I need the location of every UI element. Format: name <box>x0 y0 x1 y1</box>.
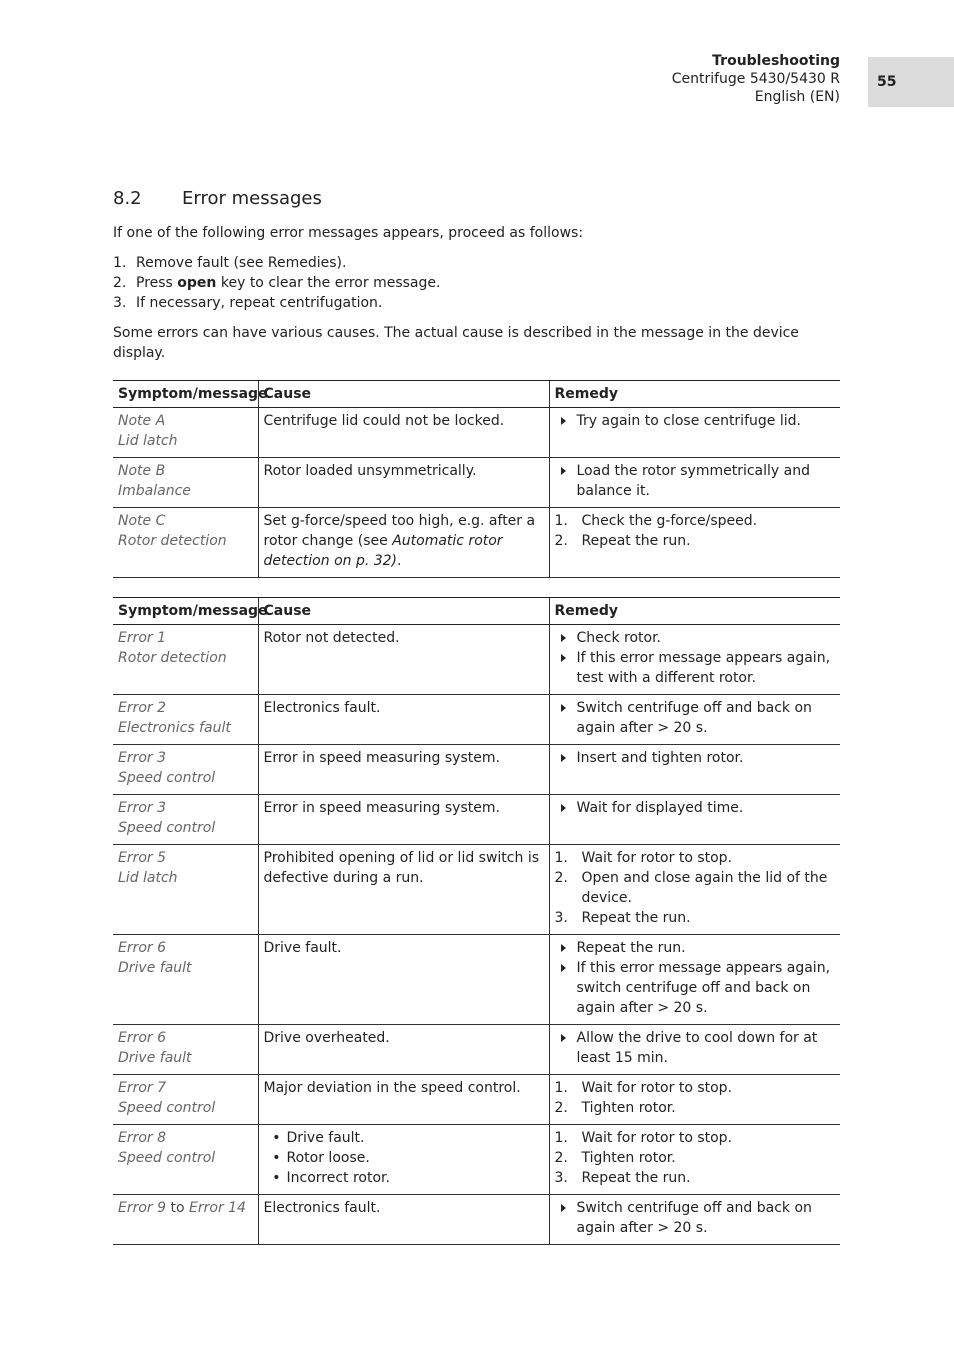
remedy-step <box>555 511 836 531</box>
table-header-row <box>113 598 840 625</box>
symptom-name: Lid latch <box>118 433 178 449</box>
symptom-name: Lid latch <box>118 870 178 886</box>
remedy-text: Tighten rotor. <box>581 1150 676 1166</box>
main-content <box>113 188 840 1264</box>
cause-bullet <box>264 1168 544 1188</box>
step-item <box>113 273 840 293</box>
symptom-cell <box>113 458 258 508</box>
cause-cell: Prohibited opening of lid or lid switch is defective during a run. <box>258 845 549 935</box>
symptom-name: Drive fault <box>118 1050 192 1066</box>
remedy-text: If this error message appears again, switch centrifuge off and back on again after > 20 s. <box>576 960 831 1016</box>
cross-reference: Automatic rotor detection on p. 32) <box>263 533 503 569</box>
remedy-cell <box>549 1075 840 1125</box>
symptom-cell <box>113 1195 258 1245</box>
remedy-text: Wait for rotor to stop. <box>581 1080 733 1096</box>
remedy-action <box>555 958 836 1018</box>
cause-bullet <box>264 1128 544 1148</box>
remedy-action <box>555 628 836 648</box>
remedy-step-number: 3. <box>554 1170 568 1186</box>
remedy-cell <box>549 625 840 695</box>
arrow-icon <box>555 958 577 1018</box>
remedy-cell <box>549 745 840 795</box>
symptom-code: Error 1 <box>118 630 167 646</box>
errors-table <box>113 597 840 1245</box>
remedy-text: Repeat the run. <box>581 1170 691 1186</box>
bullet-icon: • <box>272 1170 281 1186</box>
cause-cell: Centrifuge lid could not be locked. <box>258 408 549 458</box>
remedy-text: Switch centrifuge off and back on again after > 20 s. <box>576 1200 812 1236</box>
cause-cell: Rotor loaded unsymmetrically. <box>258 458 549 508</box>
bullet-icon: • <box>272 1150 281 1166</box>
symptom-cell <box>113 695 258 745</box>
header-symptom: Symptom/message <box>113 598 258 625</box>
symptom-name: Electronics fault <box>118 720 231 736</box>
symptom-code: Error 6 <box>118 1030 167 1046</box>
symptom-code: Error 14 <box>189 1200 246 1216</box>
remedy-step <box>555 868 836 908</box>
remedy-step-number: 1. <box>554 1080 568 1096</box>
table-row <box>113 408 840 458</box>
remedy-step <box>555 908 836 928</box>
arrow-icon <box>555 798 577 818</box>
symptom-code: Note B <box>118 463 166 479</box>
remedy-step <box>555 848 836 868</box>
intro-paragraph: If one of the following error messages appears, proceed as follows: <box>113 225 584 241</box>
cause-cell: Rotor not detected. <box>258 625 549 695</box>
table-row <box>113 1025 840 1075</box>
header-remedy: Remedy <box>549 381 840 408</box>
header-cause: Cause <box>258 598 549 625</box>
symptom-name: Speed control <box>118 1150 216 1166</box>
table-header-row <box>113 381 840 408</box>
header-section: Troubleshooting <box>712 53 840 69</box>
remedy-cell <box>549 1125 840 1195</box>
table-row <box>113 845 840 935</box>
notes-table <box>113 380 840 578</box>
step-number: 3. <box>113 295 127 311</box>
step-item <box>113 293 840 313</box>
table-row <box>113 625 840 695</box>
remedy-action <box>555 748 836 768</box>
step-text <box>136 293 382 313</box>
header-cause: Cause <box>258 381 549 408</box>
note-paragraph: Some errors can have various causes. The actual cause is described in the message in the device display. <box>113 325 799 361</box>
symptom-cell <box>113 1025 258 1075</box>
symptom-name: Speed control <box>118 1100 216 1116</box>
remedy-text: Repeat the run. <box>581 910 691 926</box>
remedy-text: If this error message appears again, test with a different rotor. <box>576 650 831 686</box>
remedy-step <box>555 1078 836 1098</box>
header-remedy: Remedy <box>549 598 840 625</box>
symptom-name: Speed control <box>118 770 216 786</box>
remedy-action <box>555 1028 836 1068</box>
cause-text: Incorrect rotor. <box>286 1170 390 1186</box>
remedy-step-number: 1. <box>554 850 568 866</box>
remedy-cell <box>549 1025 840 1075</box>
cause-cell: Major deviation in the speed control. <box>258 1075 549 1125</box>
table-row <box>113 508 840 578</box>
symptom-cell <box>113 1075 258 1125</box>
arrow-icon <box>555 461 577 501</box>
arrow-icon <box>555 411 577 431</box>
remedy-text: Allow the drive to cool down for at least 15 min. <box>576 1030 818 1066</box>
symptom-cell <box>113 625 258 695</box>
cause-text: Set g-force/speed too high, e.g. after a rotor change (see <box>263 513 536 549</box>
arrow-icon <box>555 938 577 958</box>
step-text-part: key to clear the error message. <box>216 275 441 291</box>
remedy-cell <box>549 795 840 845</box>
symptom-name: Drive fault <box>118 960 192 976</box>
page-number: 55 <box>877 74 897 90</box>
symptom-name: Imbalance <box>118 483 191 499</box>
cause-cell: Drive overheated. <box>258 1025 549 1075</box>
remedy-step <box>555 1148 836 1168</box>
symptom-name: Speed control <box>118 820 216 836</box>
remedy-text: Try again to close centrifuge lid. <box>576 413 801 429</box>
cause-cell <box>258 508 549 578</box>
header-language: English (EN) <box>754 89 840 105</box>
remedy-text: Repeat the run. <box>581 533 691 549</box>
step-text-part: Remove fault (see Remedies). <box>136 255 347 271</box>
remedy-step-number: 2. <box>554 533 568 549</box>
remedy-text: Wait for rotor to stop. <box>581 850 733 866</box>
symptom-cell <box>113 845 258 935</box>
symptom-cell <box>113 408 258 458</box>
remedy-text: Wait for rotor to stop. <box>581 1130 733 1146</box>
remedy-text: Load the rotor symmetrically and balance it. <box>576 463 810 499</box>
symptom-cell <box>113 508 258 578</box>
remedy-action <box>555 798 836 818</box>
remedy-step-number: 3. <box>554 910 568 926</box>
step-number: 1. <box>113 255 127 271</box>
arrow-icon <box>555 698 577 738</box>
cause-bullet <box>264 1148 544 1168</box>
symptom-code: Error 9 <box>118 1200 167 1216</box>
remedy-cell <box>549 695 840 745</box>
step-text <box>136 273 440 293</box>
remedy-text: Switch centrifuge off and back on again after > 20 s. <box>576 700 812 736</box>
symptom-code: Note A <box>118 413 166 429</box>
remedy-step-number: 1. <box>554 1130 568 1146</box>
section-title: Error messages <box>182 188 322 209</box>
remedy-cell <box>549 1195 840 1245</box>
arrow-icon <box>555 628 577 648</box>
remedy-action <box>555 461 836 501</box>
symptom-cell <box>113 795 258 845</box>
step-item <box>113 253 840 273</box>
section-number: 8.2 <box>113 188 142 209</box>
remedy-action <box>555 938 836 958</box>
symptom-cell <box>113 1125 258 1195</box>
remedy-action <box>555 411 836 431</box>
symptom-code: Error 3 <box>118 800 167 816</box>
remedy-text: Open and close again the lid of the device. <box>581 870 828 906</box>
table-row <box>113 1075 840 1125</box>
symptom-cell <box>113 745 258 795</box>
symptom-code: Error 5 <box>118 850 167 866</box>
symptom-code: Error 8 <box>118 1130 167 1146</box>
cause-text: Drive fault. <box>286 1130 365 1146</box>
remedy-text: Tighten rotor. <box>581 1100 676 1116</box>
cause-text: . <box>397 553 402 569</box>
remedy-cell <box>549 935 840 1025</box>
cause-cell: Electronics fault. <box>258 695 549 745</box>
arrow-icon <box>555 1028 577 1068</box>
table-row <box>113 458 840 508</box>
cause-cell: Error in speed measuring system. <box>258 745 549 795</box>
cause-cell: Electronics fault. <box>258 1195 549 1245</box>
remedy-cell <box>549 845 840 935</box>
header-symptom: Symptom/message <box>113 381 258 408</box>
remedy-text: Check rotor. <box>576 630 662 646</box>
step-text-part: Press <box>136 275 178 291</box>
cause-cell <box>258 1125 549 1195</box>
remedy-step <box>555 1168 836 1188</box>
remedy-cell <box>549 458 840 508</box>
symptom-cell <box>113 935 258 1025</box>
remedy-step-number: 2. <box>554 1100 568 1116</box>
remedy-step <box>555 1128 836 1148</box>
remedy-text: Repeat the run. <box>576 940 686 956</box>
table-row <box>113 795 840 845</box>
arrow-icon <box>555 748 577 768</box>
remedy-action <box>555 698 836 738</box>
symptom-code: Error 2 <box>118 700 167 716</box>
table-row <box>113 1195 840 1245</box>
page-number-box <box>868 57 954 107</box>
remedy-text: Check the g-force/speed. <box>581 513 758 529</box>
step-number: 2. <box>113 275 127 291</box>
symptom-code: Note C <box>118 513 166 529</box>
open-key-label: open <box>177 275 217 291</box>
remedy-step <box>555 531 836 551</box>
arrow-icon <box>555 1198 577 1238</box>
remedy-step-number: 1. <box>554 513 568 529</box>
cause-text: Rotor loose. <box>286 1150 370 1166</box>
symptom-name: Rotor detection <box>118 650 227 666</box>
remedy-step <box>555 1098 836 1118</box>
cause-cell: Error in speed measuring system. <box>258 795 549 845</box>
symptom-code: Error 7 <box>118 1080 167 1096</box>
table-row <box>113 745 840 795</box>
remedy-text: Insert and tighten rotor. <box>576 750 744 766</box>
section-heading <box>113 188 840 209</box>
table-row <box>113 935 840 1025</box>
cause-cell: Drive fault. <box>258 935 549 1025</box>
running-header <box>672 52 840 106</box>
symptom-name: Rotor detection <box>118 533 227 549</box>
symptom-code: Error 3 <box>118 750 167 766</box>
remedy-step-number: 2. <box>554 870 568 886</box>
range-word: to <box>170 1200 185 1216</box>
symptom-code: Error 6 <box>118 940 167 956</box>
bullet-icon: • <box>272 1130 281 1146</box>
remedy-action <box>555 648 836 688</box>
step-text <box>136 253 346 273</box>
step-text-part: If necessary, repeat centrifugation. <box>136 295 383 311</box>
remedy-cell <box>549 508 840 578</box>
remedy-text: Wait for displayed time. <box>576 800 744 816</box>
table-row <box>113 1125 840 1195</box>
remedy-action <box>555 1198 836 1238</box>
header-product: Centrifuge 5430/5430 R <box>671 71 840 87</box>
remedy-cell <box>549 408 840 458</box>
table-row <box>113 695 840 745</box>
arrow-icon <box>555 648 577 688</box>
remedy-step-number: 2. <box>554 1150 568 1166</box>
procedure-steps <box>113 253 840 313</box>
